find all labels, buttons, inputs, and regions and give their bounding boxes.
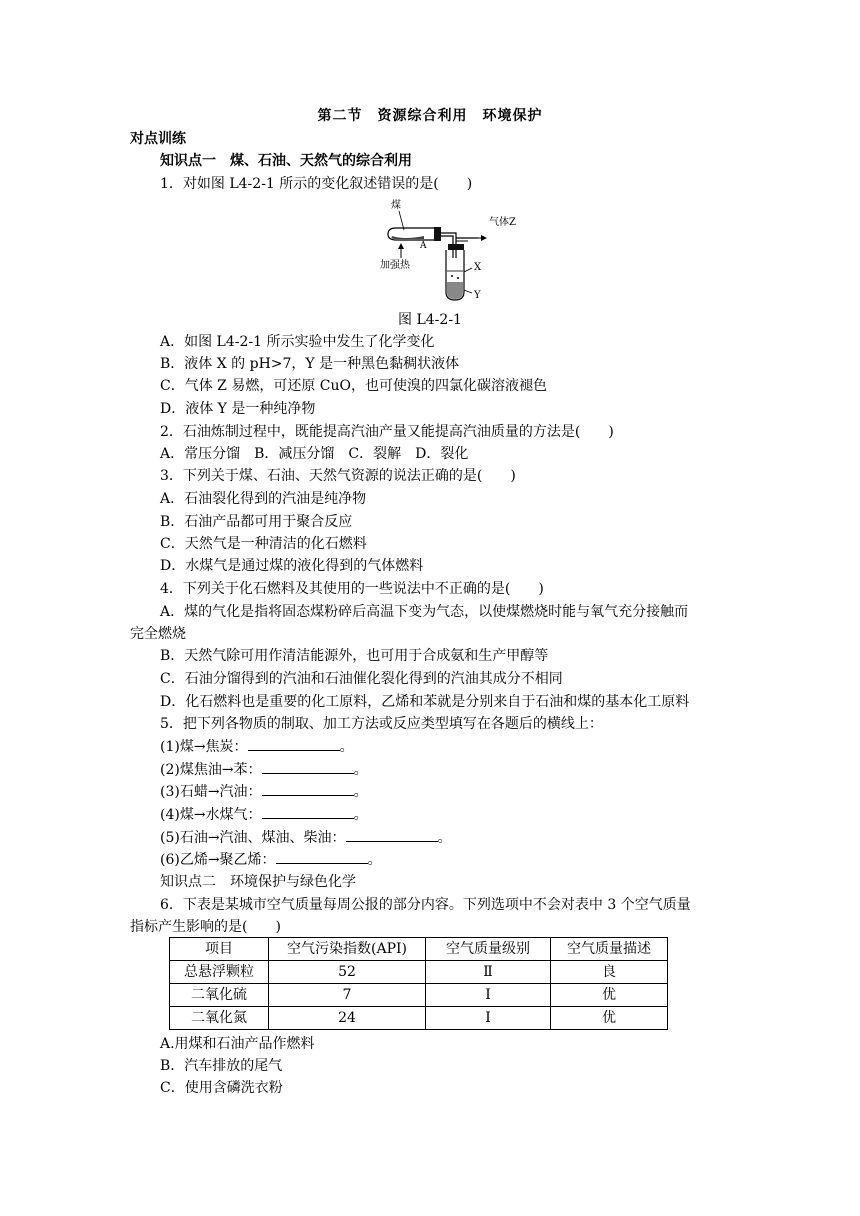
- q4-option-a-line1: A．煤的气化是指将固态煤粉碎后高温下变为气态，以使煤燃烧时能与氧气充分接触而: [160, 604, 689, 620]
- q1-option-d: D．液体 Y 是一种纯净物: [160, 401, 316, 417]
- answer-blank[interactable]: [262, 761, 354, 774]
- knowledge-point-2: 知识点二 环境保护与绿色化学: [160, 874, 356, 890]
- q1-option-b: B．液体 X 的 pH>7，Y 是一种黑色黏稠状液体: [160, 356, 460, 372]
- table-cell: Ⅰ: [426, 984, 551, 1007]
- answer-blank[interactable]: [262, 806, 354, 819]
- table-row: [170, 1007, 668, 1030]
- label-a: A: [420, 241, 427, 251]
- label-gas-z: 气体Z: [489, 217, 516, 228]
- liquid-y: [447, 282, 463, 299]
- label-coal: 煤: [391, 200, 401, 211]
- q4-option-d: D．化石燃料也是重要的化工原料，乙烯和苯就是分别来自于石油和煤的基本化工原料: [160, 694, 690, 710]
- q5-item-5: (5)石油→汽油、煤油、柴油： 。: [160, 830, 452, 846]
- answer-blank[interactable]: [276, 851, 368, 864]
- question-6-stem-line2: 指标产生影响的是( ): [130, 919, 281, 935]
- q6-option-c: C．使用含磷洗衣粉: [160, 1080, 283, 1096]
- q4-option-a-line2: 完全燃烧: [130, 626, 186, 642]
- coal-sample: [392, 236, 425, 239]
- q3-option-c: C．天然气是一种清洁的化石燃料: [160, 536, 367, 552]
- q5-item-2: (2)煤焦油→苯： 。: [160, 762, 368, 778]
- answer-blank[interactable]: [346, 829, 438, 842]
- q5-item-3: (3)石蜡→汽油： 。: [160, 784, 368, 800]
- stopper: [434, 227, 441, 241]
- answer-blank[interactable]: [248, 738, 340, 751]
- table-cell: 总悬浮颗粒: [170, 961, 269, 984]
- label-y: Y: [474, 290, 481, 301]
- q5-item-4: (4)煤→水煤气： 。: [160, 807, 368, 823]
- q6-option-a: A.用煤和石油产品作燃料: [160, 1036, 315, 1052]
- table-cell: Ⅰ: [426, 1007, 551, 1030]
- q2-options: A．常压分馏 B．减压分馏 C．裂解 D．裂化: [160, 446, 469, 462]
- table-cell: Ⅱ: [426, 961, 551, 984]
- q6-option-b: B．汽车排放的尾气: [160, 1058, 283, 1074]
- q3-option-b: B．石油产品都可用于聚合反应: [160, 514, 353, 530]
- knowledge-point-1: 知识点一 煤、石油、天然气的综合利用: [160, 153, 412, 169]
- table-header: 空气质量级别: [426, 938, 551, 961]
- q1-option-c: C．气体 Z 易燃，可还原 CuO，也可使溴的四氯化碳溶液褪色: [160, 378, 547, 394]
- table-cell: 二氧化氮: [170, 1007, 269, 1030]
- q3-option-d: D．水煤气是通过煤的液化得到的气体燃料: [160, 558, 424, 574]
- q4-option-b: B．天然气除可用作清洁能源外，也可用于合成氨和生产甲醇等: [160, 648, 549, 664]
- label-heat: 加强热: [380, 260, 410, 271]
- table-cell: 二氧化硫: [170, 984, 269, 1007]
- question-3-stem: 3．下列关于煤、石油、天然气资源的说法正确的是( ): [160, 468, 516, 484]
- apparatus-figure: [368, 196, 518, 304]
- air-quality-table: [169, 937, 668, 1030]
- question-4-stem: 4．下列关于化石燃料及其使用的一些说法中不正确的是( ): [160, 581, 544, 597]
- page-title: 第二节 资源综合利用 环境保护: [317, 108, 543, 124]
- q4-option-c: C．石油分馏得到的汽油和石油催化裂化得到的汽油其成分不相同: [160, 671, 563, 687]
- question-6-stem-line1: 6．下表是某城市空气质量每周公报的部分内容。下列选项中不会对表中 3 个空气质量: [160, 897, 691, 913]
- table-header: 项目: [170, 938, 269, 961]
- table-header: 空气污染指数(API): [269, 938, 426, 961]
- table-cell: 优: [551, 984, 668, 1007]
- table-row: [170, 961, 668, 984]
- q1-option-a: A．如图 L4-2-1 所示实验中发生了化学变化: [160, 334, 435, 350]
- label-x: X: [474, 262, 482, 273]
- section-heading: 对点训练: [130, 131, 186, 147]
- table-cell: 24: [269, 1007, 426, 1030]
- table-cell: 优: [551, 1007, 668, 1030]
- question-1-stem: 1．对如图 L4-2-1 所示的变化叙述错误的是( ): [160, 176, 473, 192]
- q5-item-6: (6)乙烯→聚乙烯： 。: [160, 852, 382, 868]
- answer-blank[interactable]: [262, 783, 354, 796]
- table-cell: 7: [269, 984, 426, 1007]
- question-2-stem: 2．石油炼制过程中，既能提高汽油产量又能提高汽油质量的方法是( ): [160, 424, 614, 440]
- table-header: 空气质量描述: [551, 938, 668, 961]
- q3-option-a: A．石油裂化得到的汽油是纯净物: [160, 491, 367, 507]
- table-header-row: [170, 938, 668, 961]
- question-5-stem: 5．把下列各物质的制取、加工方法或反应类型填写在各题后的横线上：: [160, 716, 603, 732]
- table-row: [170, 984, 668, 1007]
- table-cell: 52: [269, 961, 426, 984]
- table-cell: 良: [551, 961, 668, 984]
- figure-caption: 图 L4-2-1: [398, 312, 462, 328]
- q5-item-1: (1)煤→焦炭： 。: [160, 739, 354, 755]
